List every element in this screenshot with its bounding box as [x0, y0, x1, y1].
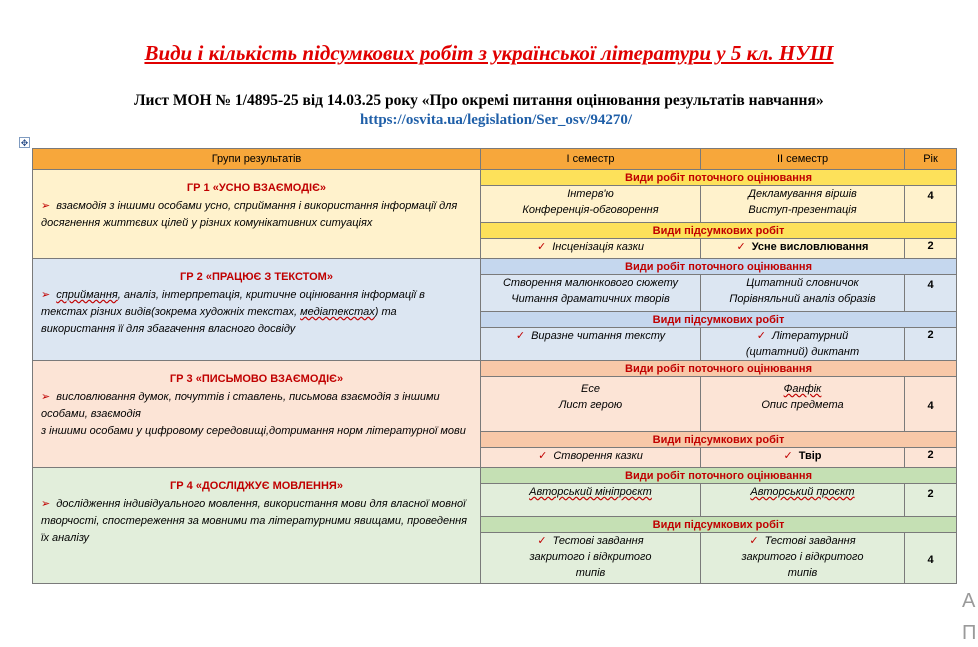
check-icon: ✓ — [537, 535, 547, 547]
g1-current-year: 4 — [905, 186, 957, 223]
header-semester-2: ІІ семестр — [701, 149, 905, 170]
current-assessment-label: Види робіт поточного оцінювання — [481, 361, 957, 377]
g3-current-sem2: Фанфік Опис предмета — [701, 377, 905, 432]
group-2-description: ➢ сприймання, аналіз, інтерпретація, критичне оцінювання інформації в текстах різних видів(зокрема художніх текстах, медіатекстах) та використання її для збагачення власного досвіду — [41, 289, 425, 335]
source-link[interactable]: https://osvita.ua/legislation/Ser_osv/94270/ — [360, 112, 633, 128]
group-3-description: ➢ висловлювання думок, почуттів і ставлень, письмова взаємодія з іншими особами, взаємодія з іншими особами у цифровому середовищі,дотримання норм літературної мови — [41, 391, 466, 437]
final-assessment-label: Види підсумкових робіт — [481, 312, 957, 328]
check-icon: ✓ — [515, 330, 526, 342]
g3-current-year: 4 — [905, 377, 957, 432]
current-assessment-label: Види робіт поточного оцінювання — [481, 259, 957, 275]
results-table — [32, 148, 957, 584]
side-glyph: П — [962, 622, 977, 644]
final-assessment-label: Види підсумкових робіт — [481, 223, 957, 239]
check-icon: ✓ — [749, 535, 759, 547]
arrow-bullet-icon: ➢ — [41, 200, 51, 212]
g3-final-sem2: ✓ Твір — [701, 448, 905, 468]
table-row — [33, 259, 957, 275]
current-assessment-label: Види робіт поточного оцінювання — [481, 170, 957, 186]
g4-current-year: 2 — [905, 484, 957, 517]
document-subtitle: Лист МОН № 1/4895-25 від 14.03.25 року «Про окремі питання оцінювання результатів навчання» — [134, 92, 824, 109]
check-icon: ✓ — [538, 450, 548, 462]
g1-current-sem1: Інтерв'ю Конференція-обговорення — [481, 186, 701, 223]
g4-final-year: 4 — [905, 533, 957, 584]
g3-current-sem1: Есе Лист герою — [481, 377, 701, 432]
arrow-bullet-icon: ➢ — [41, 289, 51, 301]
table-row — [33, 361, 957, 377]
g1-final-year: 2 — [905, 239, 957, 259]
g4-current-sem2: Авторський проєкт — [701, 484, 905, 517]
check-icon: ✓ — [537, 241, 547, 253]
arrow-bullet-icon: ➢ — [41, 391, 51, 403]
g1-current-sem2: Декламування віршів Виступ-презентація — [701, 186, 905, 223]
g4-current-sem1: Авторський мініпроєкт — [481, 484, 701, 517]
g2-current-sem2: Цитатний словничок Порівняльний аналіз образів — [701, 275, 905, 312]
header-semester-1: І семестр — [481, 149, 701, 170]
table-header-row — [33, 149, 957, 170]
table-row — [33, 170, 957, 186]
g1-final-sem1: ✓ Інсценізація казки — [481, 239, 701, 259]
group-3-title: ГР 3 «ПИСЬМОВО ВЗАЄМОДІЄ» — [169, 373, 344, 385]
check-icon: ✓ — [783, 450, 793, 462]
group-4-title: ГР 4 «ДОСЛІДЖУЄ МОВЛЕННЯ» — [170, 480, 343, 492]
g1-final-sem2: ✓ Усне висловлювання — [701, 239, 905, 259]
header-year: Рік — [905, 149, 957, 170]
group-1-title: ГР 1 «УСНО ВЗАЄМОДІЄ» — [186, 182, 327, 194]
check-icon: ✓ — [736, 241, 746, 253]
g3-final-year: 2 — [905, 448, 957, 468]
g2-final-sem2: ✓ Літературний (цитатний) диктант — [701, 328, 905, 361]
final-assessment-label: Види підсумкових робіт — [481, 517, 957, 533]
side-glyph: А — [962, 590, 976, 612]
g4-final-sem2: ✓ Тестові завдання закритого і відкритого типів — [701, 533, 905, 584]
g2-final-sem1: ✓ Виразне читання тексту — [481, 328, 701, 361]
g3-final-sem1: ✓ Створення казки — [481, 448, 701, 468]
table-move-handle-icon[interactable]: ✥ — [20, 138, 29, 148]
header-groups: Групи результатів — [33, 149, 481, 170]
final-assessment-label: Види підсумкових робіт — [481, 432, 957, 448]
g4-final-sem1: ✓ Тестові завдання закритого і відкритого типів — [481, 533, 701, 584]
group-1-cell — [33, 170, 481, 259]
group-2-cell — [33, 259, 481, 361]
document-title: Види і кількість підсумкових робіт з української літератури у 5 кл. НУШ — [144, 41, 834, 65]
g2-current-year: 4 — [905, 275, 957, 312]
current-assessment-label: Види робіт поточного оцінювання — [481, 468, 957, 484]
group-3-cell — [33, 361, 481, 468]
group-4-description: ➢ дослідження індивідуального мовлення, використання мови для власної мовної творчості, спостереження за мовними та літературними явищами, проведення їх аналізу — [41, 498, 468, 544]
check-icon: ✓ — [756, 330, 766, 342]
group-2-title: ГР 2 «ПРАЦЮЄ З ТЕКСТОМ» — [180, 271, 333, 283]
table-row — [33, 468, 957, 484]
arrow-bullet-icon: ➢ — [41, 498, 51, 510]
g2-final-year: 2 — [905, 328, 957, 361]
group-4-cell — [33, 468, 481, 584]
group-1-description: ➢ взаємодія з іншими особами усно, сприймання і використання інформації для досягнення життєвих цілей у різних комунікативних ситуаціях — [41, 200, 458, 229]
g2-current-sem1: Створення малюнкового сюжету Читання драматичних творів — [481, 275, 701, 312]
